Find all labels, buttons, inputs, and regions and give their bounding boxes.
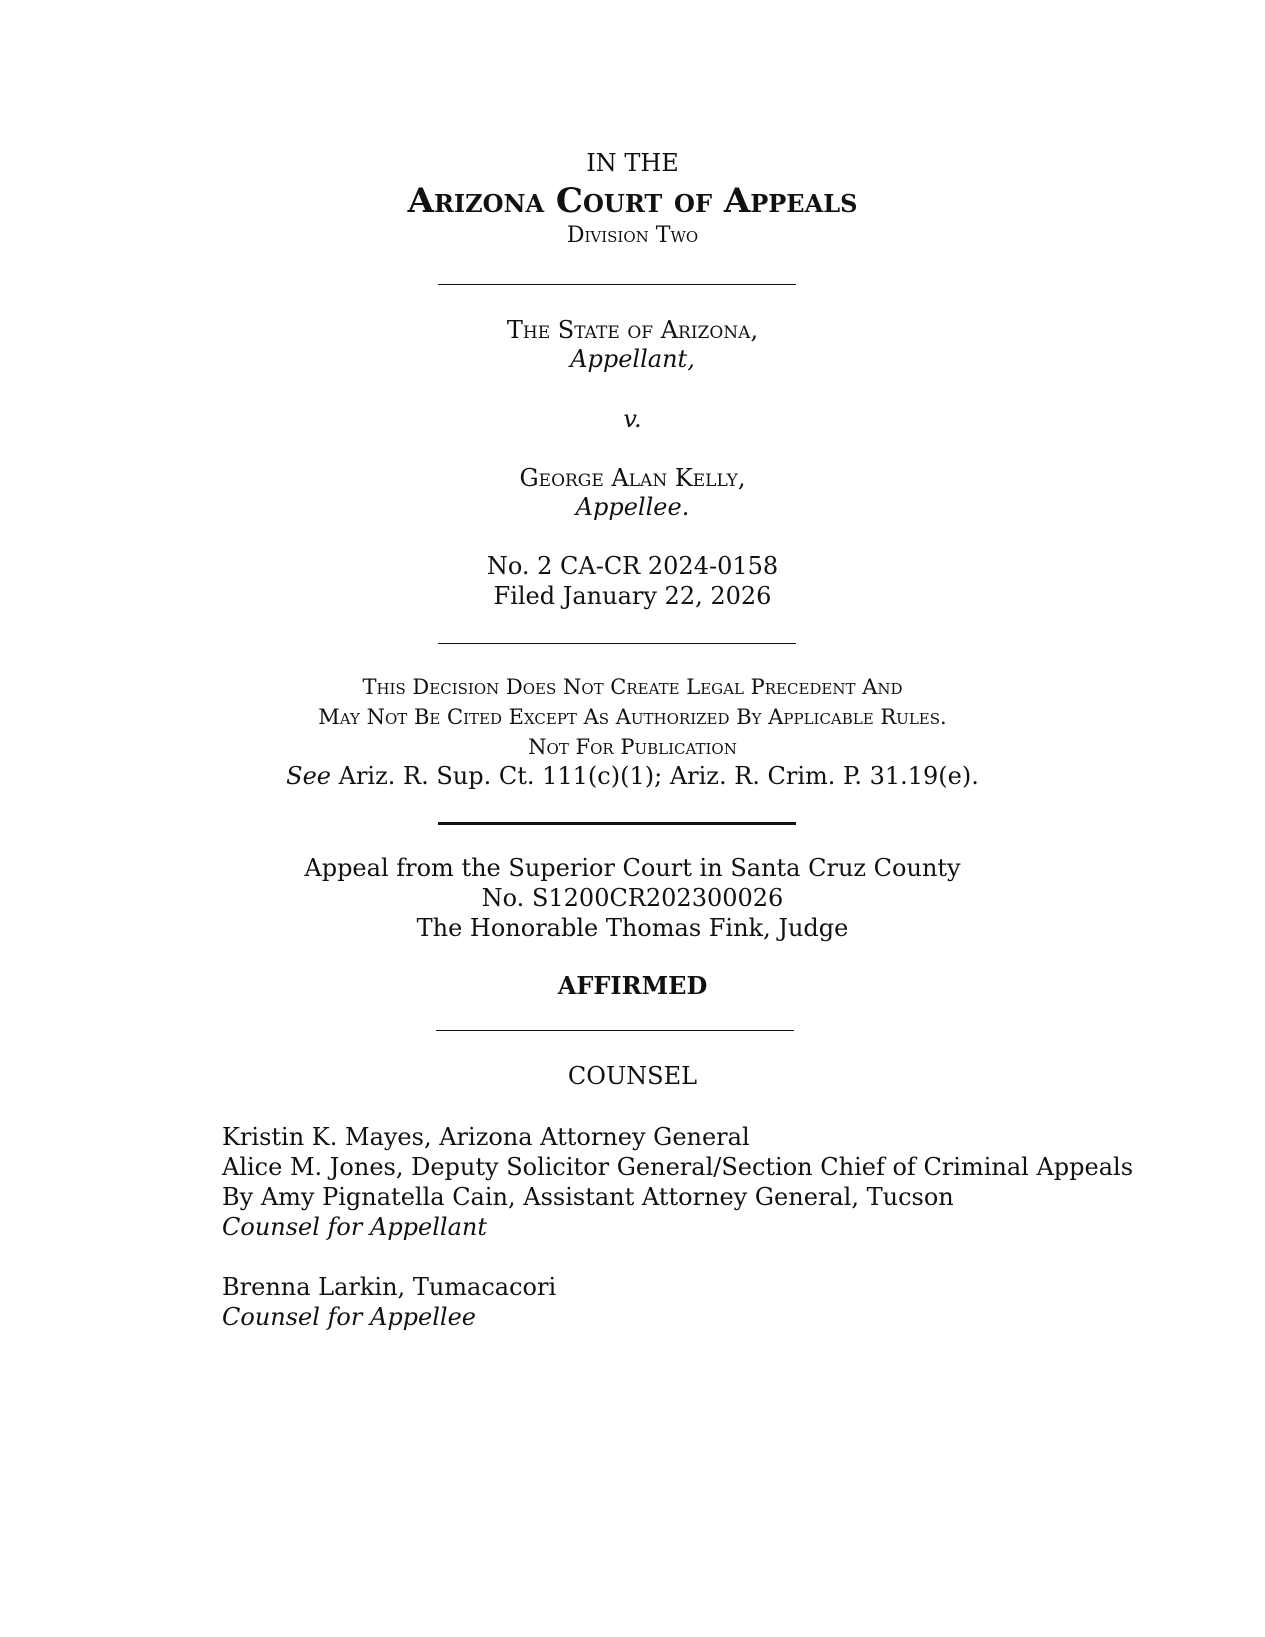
divider-2 <box>438 643 796 644</box>
appellant-counsel-role: Counsel for Appellant <box>222 1213 488 1241</box>
appellee-name: George Alan Kelly, <box>519 464 746 492</box>
citation-text: Ariz. R. Sup. Ct. 111(c)(1); Ariz. R. Crim. P. 31.19(e). <box>331 762 979 790</box>
appellee-counsel-role: Counsel for Appellee <box>222 1303 477 1331</box>
divider-1 <box>438 284 796 285</box>
appellant-name: The State of Arizona, <box>506 316 759 344</box>
appellee-counsel-line-1: Brenna Larkin, Tumacacori <box>222 1273 557 1301</box>
divider-3 <box>438 822 796 825</box>
notice-citation <box>0 761 1265 791</box>
see-signal: See <box>286 762 331 790</box>
appellant-counsel-line-2: Alice M. Jones, Deputy Solicitor General/Section Chief of Criminal Appeals <box>222 1153 1134 1181</box>
appeal-from: Appeal from the Superior Court in Santa Cruz County <box>304 854 961 882</box>
notice-line-1: This Decision Does Not Create Legal Precedent And <box>362 675 903 699</box>
counsel-heading: COUNSEL <box>567 1062 698 1090</box>
court-name: Arizona Court of Appeals <box>407 181 858 221</box>
case-number: No. 2 CA-CR 2024-0158 <box>486 552 779 580</box>
appellant-counsel-line-3: By Amy Pignatella Cain, Assistant Attorney General, Tucson <box>222 1183 954 1211</box>
divider-4 <box>436 1030 794 1031</box>
appellee-role: Appellee. <box>575 493 690 521</box>
appellant-role: Appellant, <box>570 345 695 373</box>
versus: v. <box>623 405 642 433</box>
header-in-the: IN THE <box>586 149 679 177</box>
notice-line-2: May Not Be Cited Except As Authorized By Applicable Rules. <box>318 705 947 729</box>
division-name: Division Two <box>566 223 699 248</box>
appellant-counsel-line-1: Kristin K. Mayes, Arizona Attorney General <box>222 1123 750 1151</box>
filed-date: Filed January 22, 2026 <box>493 582 772 610</box>
trial-judge: The Honorable Thomas Fink, Judge <box>416 914 849 942</box>
notice-line-3: Not For Publication <box>528 735 737 759</box>
disposition: AFFIRMED <box>557 971 708 1000</box>
lower-court-number: No. S1200CR202300026 <box>481 884 784 912</box>
